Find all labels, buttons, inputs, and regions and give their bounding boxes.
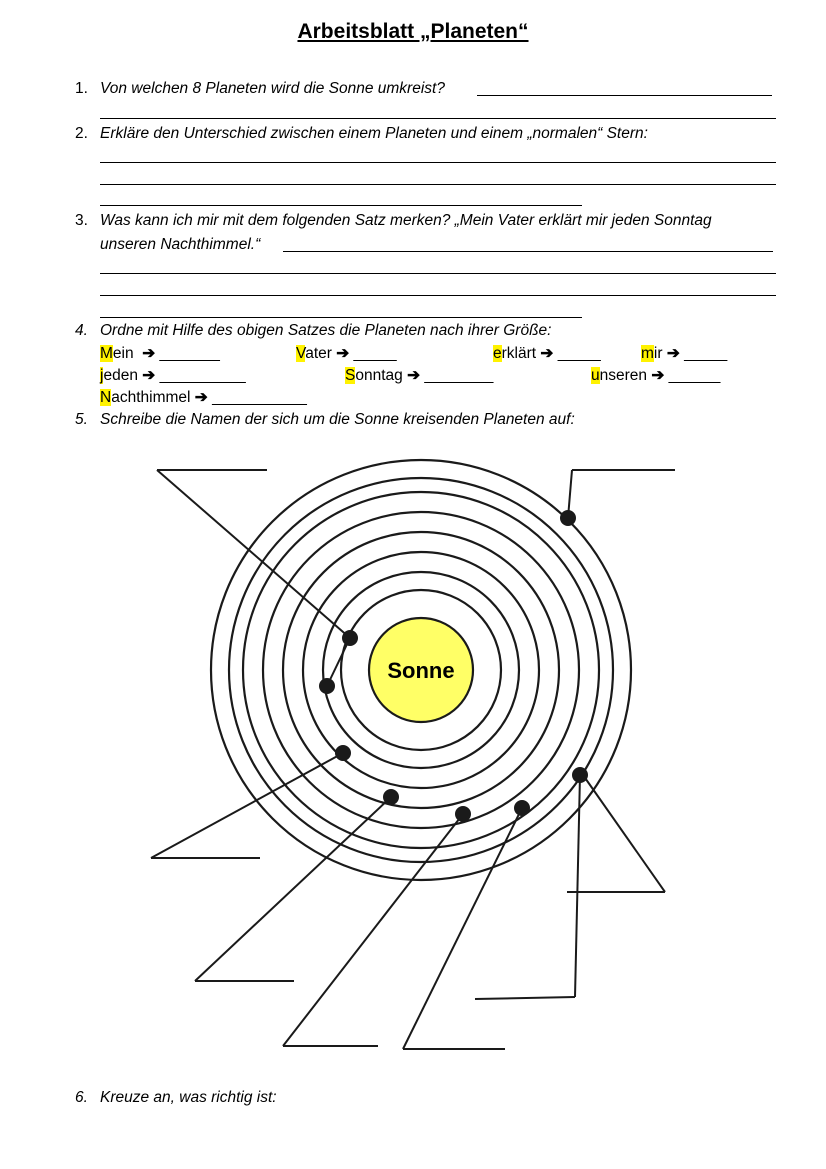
planet-dot bbox=[560, 510, 576, 526]
arrow-icon: ➔ bbox=[336, 345, 350, 362]
planet-dot bbox=[319, 678, 335, 694]
arrow-icon: ➔ bbox=[666, 345, 680, 362]
q6-number: 6. bbox=[75, 1089, 88, 1106]
sun-label: Sonne bbox=[387, 658, 455, 683]
q1-number: 1. bbox=[75, 80, 88, 97]
planet-dot bbox=[335, 745, 351, 761]
label-line bbox=[575, 775, 580, 997]
q5-text: Schreibe die Namen der sich um die Sonne kreisenden Planeten auf: bbox=[100, 411, 575, 428]
answer-blank[interactable]: _____ bbox=[557, 345, 601, 362]
answer-blank[interactable]: _____ bbox=[353, 345, 397, 362]
answer-blank[interactable]: ________ bbox=[424, 367, 494, 384]
q2-number: 2. bbox=[75, 125, 88, 142]
q2-text: Erkläre den Unterschied zwischen einem Planeten und einem „normalen“ Stern: bbox=[100, 125, 648, 142]
worksheet-title: Arbeitsblatt „Planeten“ bbox=[297, 20, 529, 43]
label-lines bbox=[151, 470, 675, 1049]
q1-text: Von welchen 8 Planeten wird die Sonne umkreist? bbox=[100, 80, 445, 97]
planet-dot bbox=[455, 806, 471, 822]
answer-blank[interactable]: ______ bbox=[668, 367, 721, 384]
arrow-icon: ➔ bbox=[651, 367, 665, 384]
arrow-icon: ➔ bbox=[540, 345, 554, 362]
mnemonic-word-nachthimmel: Nachthimmel ➔ ___________ bbox=[100, 389, 307, 406]
mnemonic-word-sonntag: Sonntag ➔ ________ bbox=[345, 367, 494, 384]
mnemonic-word-erklaert: erklärt ➔ _____ bbox=[493, 345, 601, 362]
mnemonic-word-vater: Vater ➔ _____ bbox=[296, 345, 397, 362]
planet-dot bbox=[514, 800, 530, 816]
arrow-icon: ➔ bbox=[194, 389, 208, 406]
answer-blank[interactable]: _______ bbox=[159, 345, 220, 362]
answer-blank[interactable]: ___________ bbox=[212, 389, 307, 406]
label-line bbox=[151, 753, 343, 858]
label-line bbox=[195, 797, 391, 981]
arrow-icon: ➔ bbox=[142, 345, 156, 362]
q4-number: 4. bbox=[75, 322, 88, 339]
mnemonic-word-jeden: jeden ➔ __________ bbox=[100, 367, 246, 384]
q4-text: Ordne mit Hilfe des obigen Satzes die Planeten nach ihrer Größe: bbox=[100, 322, 552, 339]
arrow-icon: ➔ bbox=[407, 367, 421, 384]
planet-dot bbox=[383, 789, 399, 805]
mnemonic-word-mein: Mein ➔ _______ bbox=[100, 345, 220, 362]
arrow-icon: ➔ bbox=[142, 367, 156, 384]
mnemonic-word-mir: mir ➔ _____ bbox=[641, 345, 728, 362]
planet-dot bbox=[572, 767, 588, 783]
q6-text: Kreuze an, was richtig ist: bbox=[100, 1089, 277, 1106]
q3-text-line1: Was kann ich mir mit dem folgenden Satz merken? „Mein Vater erklärt mir jeden Sonntag bbox=[100, 212, 712, 229]
mnemonic-word-unseren: unseren ➔ ______ bbox=[591, 367, 721, 384]
answer-blank[interactable]: _____ bbox=[684, 345, 728, 362]
answer-blank[interactable]: __________ bbox=[159, 367, 246, 384]
q3-text-line2: unseren Nachthimmel.“ bbox=[100, 236, 261, 253]
planet-dot bbox=[342, 630, 358, 646]
q5-number: 5. bbox=[75, 411, 88, 428]
label-line bbox=[583, 775, 665, 892]
answer-line[interactable] bbox=[475, 997, 575, 999]
q3-number: 3. bbox=[75, 212, 88, 229]
